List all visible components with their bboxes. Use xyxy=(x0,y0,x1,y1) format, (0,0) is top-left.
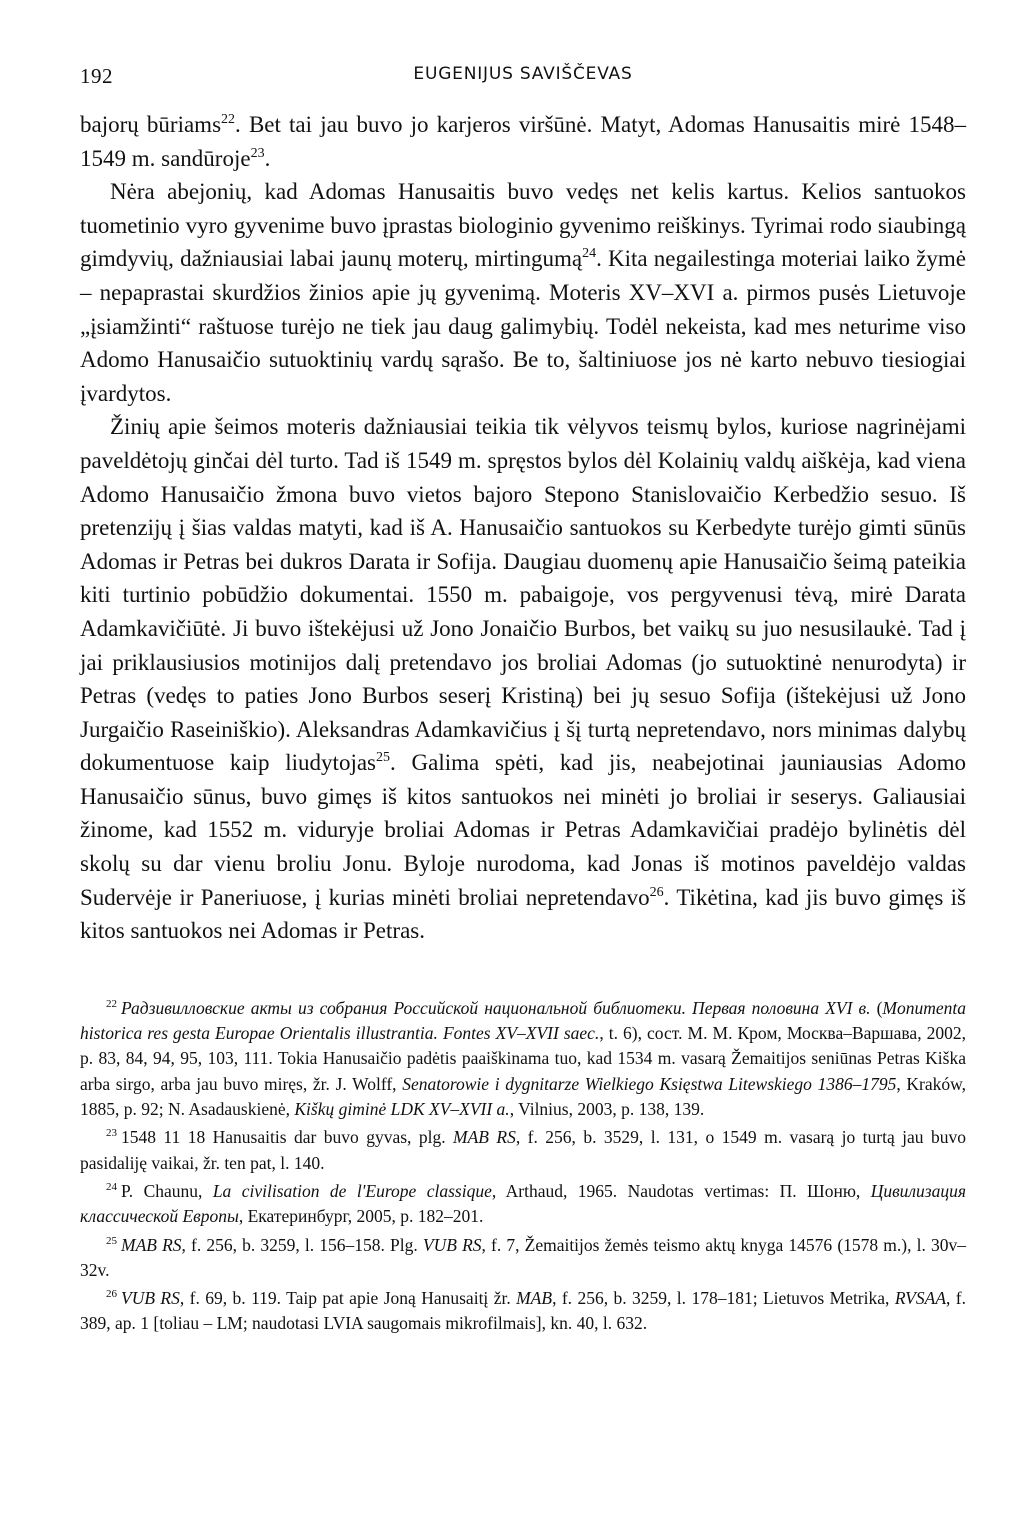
main-text xyxy=(80,108,966,948)
paragraph-3 xyxy=(80,410,966,948)
footnote-text: , f. 256, b. 3259, l. 156–158. Plg. xyxy=(181,1234,423,1255)
footnote-text: Радзивилловские акты из собрания Российской национальной библиотеки. Первая половина XVI в. xyxy=(121,997,871,1018)
footnote-text: 1548 11 18 Hanusaitis dar buvo gyvas, plg. xyxy=(121,1127,453,1148)
paragraph-2 xyxy=(80,175,966,410)
footnote-text: MAB RS xyxy=(121,1234,182,1255)
footnote-number: 23 xyxy=(106,1127,117,1140)
footnote-number: 26 xyxy=(106,1288,117,1301)
footnote-text: , f. 69, b. 119. Taip pat apie Joną Hanusaitį žr. xyxy=(179,1288,517,1309)
footnotes xyxy=(80,996,966,1337)
footnote-text: , Arthaud, 1965. Naudotas vertimas: П. Шоню, xyxy=(491,1180,871,1201)
footnote-ref-23: 23 xyxy=(250,145,265,161)
footnote-ref-24: 24 xyxy=(582,246,597,262)
footnote-25 xyxy=(80,1233,966,1284)
footnote-text: , Екатеринбург, 2005, p. 182–201. xyxy=(238,1206,484,1227)
footnote-22 xyxy=(80,996,966,1122)
paragraph-1-text-a: bajorų būriams xyxy=(80,112,222,137)
footnote-number: 24 xyxy=(106,1180,117,1193)
footnote-23 xyxy=(80,1125,966,1176)
footnote-text: P. Chaunu, xyxy=(121,1180,213,1201)
footnote-text: Monumenta historica res gesta Europae Orientalis illustrantia. Fontes XV–XVII saec. xyxy=(80,997,967,1044)
footnote-number: 25 xyxy=(106,1234,117,1247)
paragraph-1 xyxy=(80,108,966,175)
page-number: 192 xyxy=(80,64,113,88)
footnote-text: Senatorowie i dygnitarze Wielkiego Księstwa Litewskiego 1386–1795 xyxy=(402,1073,897,1094)
paragraph-3-text-a: Žinių apie šeimos moteris dažniausiai teikia tik vėlyvos teismų bylos, kuriose nagrinėjami paveldėtojų ginčai dėl turto. Tad iš 1549 m. spręstos bylos dėl Kolainių valdų aiškėja, kad viena Adomo Hanusaičio žmona buvo vietos bajoro Stepono Stanislovaičio Kerbedžio sesuo. Iš pretenzijų į šias valdas matyti, kad iš A. Hanusaičio santuokos su Kerbedyte turėjo gimti sūnūs Adomas ir Petras bei dukros Darata ir Sofija. Daugiau duomenų apie Hanusaičio šeimą pateikia kiti turtinio pobūdžio dokumentai. 1550 m. pabaigoje, vos pergyvenusi tėvą, mirė Darata Adamkavičiūtė. Ji buvo ištekėjusi už Jono Jonaičio Burbos, bet vaikų su juo nesusilaukė. Tad į jai priklausiusios motinijos dalį pretendavo jos broliai Adomas (jo sutuoktinė nenurodyta) ir Petras (vedęs to paties Jono Burbos seserį Kristiną) bei jų sesuo Sofija (ištekėjusi už Jono Jurgaičio Raseiniškio). Aleksandras Adamkavičius į šį turtą nepretendavo, nors minimas dalybų dokumentuose kaip liudytojas xyxy=(80,414,966,776)
paragraph-3-text-b: . Galima spėti, kad jis, neabejotinai jauniausias Adomo Hanusaičio sūnus, buvo gimęs iš kitos santuokos nei minėti jo broliai ir seserys. Galiausiai žinome, kad 1552 m. viduryje broliai Adomas ir Petras Adamkavičiai pradėjo bylinėtis dėl skolų su dar vienu broliu Jonu. Byloje nurodoma, kad Jonas iš motinos paveldėjo valdas Sudervėje ir Paneriuose, į kurias minėti broliai nepretendavo xyxy=(80,750,966,910)
footnote-text: MAB xyxy=(516,1288,553,1309)
footnote-text: VUB RS xyxy=(422,1234,482,1255)
page-header xyxy=(80,58,966,98)
footnote-text: , f. 256, b. 3259, l. 178–181; Lietuvos Metrika, xyxy=(552,1288,895,1309)
paragraph-2-text-a: Nėra abejonių, kad Adomas Hanusaitis buvo vedęs net kelis kartus. Kelios santuokos tuometinio vyro gyvenime buvo įprastas biologinio gyvenimo reiškinys. Tyrimai rodo siaubingą gimdyvių, dažniausiai labai jaunų moterų, mirtingumą xyxy=(80,179,966,272)
footnote-ref-22: 22 xyxy=(221,112,236,127)
footnote-ref-25: 25 xyxy=(376,750,390,766)
footnote-text: ( xyxy=(870,997,883,1018)
footnote-text: , Kraków, 1885, p. 92; N. Asadauskienė, xyxy=(80,1073,967,1120)
footnote-text: , f. 256, b. 3529, l. 131, o 1549 m. vasarą jo turtą jau buvo pasidaliję vaikai, žr. ten pat, l. 140. xyxy=(80,1127,966,1173)
footnote-26 xyxy=(80,1286,966,1337)
footnote-number: 22 xyxy=(106,997,117,1010)
running-head: EUGENIJUS SAVIŠČEVAS xyxy=(413,64,633,84)
footnote-text: VUB RS xyxy=(121,1288,180,1309)
paragraph-1-text-c: . xyxy=(264,145,271,171)
paragraph-2-text-b: . Kita negailestinga moteriai laiko žymė – nepaprastai skurdžios žinios apie jų gyvenimą. Moteris XV–XVI a. pirmos pusės Lietuvoje „įsiamžinti“ raštuose turėjo ne tiek jau daug galimybių. Todėl nekeista, kad mes neturime viso Adomo Hanusaičio sutuoktinių vardų sąrašo. Be to, šaltiniuose jos nė karto nebuvo tiesiogiai įvardytos. xyxy=(80,246,966,406)
footnote-text: , f. 7, Žemaitijos žemės teismo aktų knyga 14576 (1578 m.), l. 30v–32v. xyxy=(80,1234,966,1280)
footnote-text: MAB RS xyxy=(453,1127,516,1148)
footnote-24 xyxy=(80,1179,966,1230)
footnote-text: , f. 389, ap. 1 [toliau – LM; naudotasi LVIA saugomais mikrofilmais], kn. 40, l. 632. xyxy=(80,1288,966,1334)
footnote-text: Kiškų giminė LDK XV–XVII a. xyxy=(294,1099,510,1120)
footnote-text: , Vilnius, 2003, p. 138, 139. xyxy=(509,1099,705,1120)
footnote-text: RVSAA xyxy=(894,1288,947,1309)
footnote-ref-26: 26 xyxy=(649,884,664,900)
footnote-text: , t. 6), сост. М. М. Кром, Москва–Варшава, 2002, p. 83, 84, 94, 95, 103, 111. Tokia Hanusaičio padėtis paaiškinama tuo, kad 1534 m. vasarą Žemaitijos seniūnas Petras Kiška arba sirgo, arba jau buvo miręs, žr. J. Wolff, xyxy=(80,1023,966,1094)
book-page xyxy=(80,58,966,1340)
footnote-text: La civilisation de l'Europe classique xyxy=(212,1180,492,1201)
paragraph-1-text-b: . Bet tai jau buvo jo karjeros viršūnė. Matyt, Adomas Hanusaitis mirė 1548–1549 m. sandūroje xyxy=(80,112,967,171)
footnote-text: Цивилизация классической Европы xyxy=(80,1180,967,1227)
paragraph-3-text-c: . Tikėtina, kad jis buvo gimęs iš kitos santuokos nei Adomas ir Petras. xyxy=(80,884,966,944)
